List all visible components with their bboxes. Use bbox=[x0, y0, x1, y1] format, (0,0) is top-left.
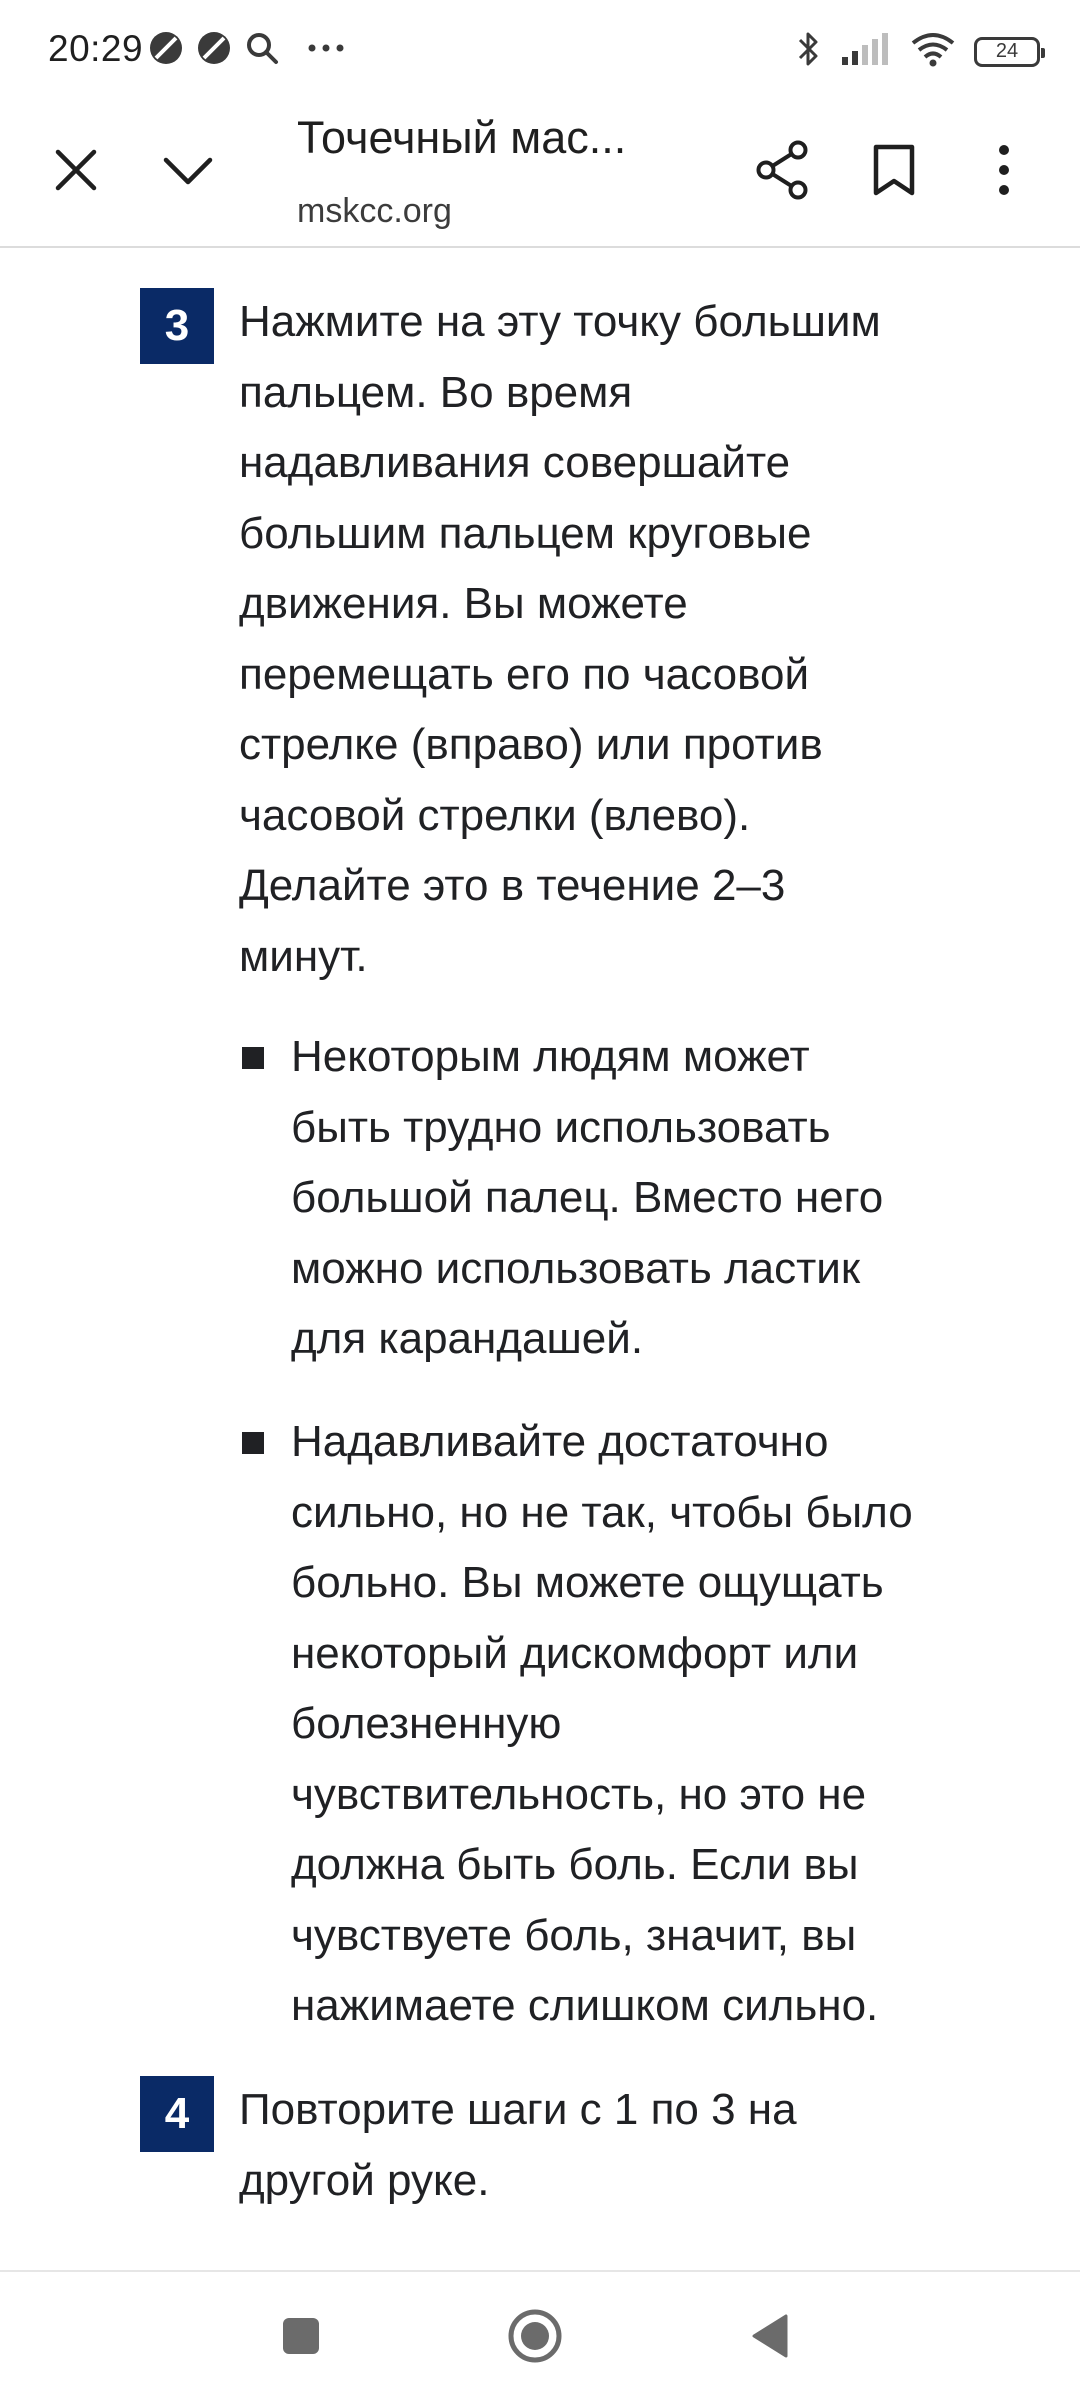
status-left-icons bbox=[148, 30, 346, 71]
text-line: должна быть боль. Если вы bbox=[291, 1840, 859, 1889]
status-right-icons bbox=[794, 30, 1040, 73]
battery-icon: 24 bbox=[974, 37, 1040, 67]
share-icon bbox=[754, 140, 810, 200]
text-line: Надавливайте достаточно bbox=[291, 1417, 829, 1466]
text-line: Некоторым людям может bbox=[291, 1032, 810, 1081]
close-icon bbox=[54, 148, 98, 192]
text-line: пальцем. Во время bbox=[239, 367, 633, 417]
recents-square-icon bbox=[281, 2316, 321, 2356]
text-line: можно использовать ластик bbox=[291, 1243, 861, 1293]
page-url: mskcc.org bbox=[297, 192, 452, 230]
search-icon bbox=[244, 30, 280, 71]
text-line: другой руке. bbox=[239, 2155, 490, 2205]
more-dots-icon bbox=[306, 30, 346, 71]
bullet-item-2 bbox=[291, 1407, 913, 2042]
text-line: перемещать его по часовой bbox=[239, 649, 810, 699]
home-circle-icon bbox=[507, 2308, 563, 2364]
text-line: движения. Вы можете bbox=[239, 579, 688, 628]
step-4-text bbox=[239, 2075, 797, 2216]
text-line: больно. Вы можете ощущать bbox=[291, 1558, 884, 1607]
bullet-marker bbox=[242, 1047, 264, 1069]
app-notification-icon bbox=[148, 30, 184, 71]
text-line: чувствуете боль, значит, вы bbox=[291, 1910, 857, 1960]
home-button[interactable] bbox=[485, 2286, 585, 2386]
back-button[interactable] bbox=[720, 2286, 820, 2386]
text-line: большой палец. Вместо него bbox=[291, 1173, 884, 1222]
minimize-button[interactable] bbox=[148, 130, 228, 210]
text-line: минут. bbox=[239, 931, 368, 981]
bookmark-button[interactable] bbox=[854, 130, 934, 210]
app-notification-icon bbox=[196, 30, 232, 71]
text-line: надавливания совершайте bbox=[239, 438, 791, 487]
text-line: стрелке (вправо) или против bbox=[239, 720, 823, 769]
status-time: 20:29 bbox=[48, 28, 144, 69]
text-line: большим пальцем круговые bbox=[239, 508, 812, 558]
custom-tab-toolbar bbox=[0, 100, 1080, 248]
text-line: Делайте это в течение 2–3 bbox=[239, 861, 786, 910]
close-button[interactable] bbox=[36, 130, 116, 210]
text-line: Повторите шаги с 1 по 3 на bbox=[239, 2085, 797, 2134]
text-line: некоторый дискомфорт или bbox=[291, 1628, 859, 1678]
signal-icon bbox=[840, 31, 892, 72]
back-triangle-icon bbox=[750, 2312, 790, 2360]
bullet-item-1 bbox=[291, 1022, 883, 1375]
step-number-badge: 4 bbox=[140, 2076, 214, 2152]
system-nav-bar bbox=[0, 2270, 1080, 2400]
wifi-icon bbox=[910, 31, 956, 72]
step-number-badge: 3 bbox=[140, 288, 214, 364]
chevron-down-icon bbox=[162, 154, 214, 186]
text-line: болезненную bbox=[291, 1699, 562, 1748]
page-title: Точечный мас... bbox=[297, 112, 627, 163]
text-line: для карандашей. bbox=[291, 1314, 644, 1363]
text-line: нажимаете слишком сильно. bbox=[291, 1981, 879, 2030]
bookmark-icon bbox=[872, 143, 916, 197]
step-3-text bbox=[239, 287, 881, 992]
page-content bbox=[0, 250, 1080, 2268]
text-line: сильно, но не так, чтобы было bbox=[291, 1487, 913, 1537]
more-options-button[interactable] bbox=[964, 130, 1044, 210]
recents-button[interactable] bbox=[251, 2286, 351, 2386]
share-button[interactable] bbox=[742, 130, 822, 210]
more-vert-icon bbox=[996, 144, 1012, 196]
bullet-marker bbox=[242, 1432, 264, 1454]
text-line: часовой стрелки (влево). bbox=[239, 790, 751, 840]
text-line: быть трудно использовать bbox=[291, 1102, 831, 1152]
bluetooth-icon bbox=[794, 30, 822, 73]
text-line: чувствительность, но это не bbox=[291, 1769, 867, 1819]
status-bar bbox=[0, 0, 1080, 100]
text-line: Нажмите на эту точку большим bbox=[239, 297, 881, 346]
